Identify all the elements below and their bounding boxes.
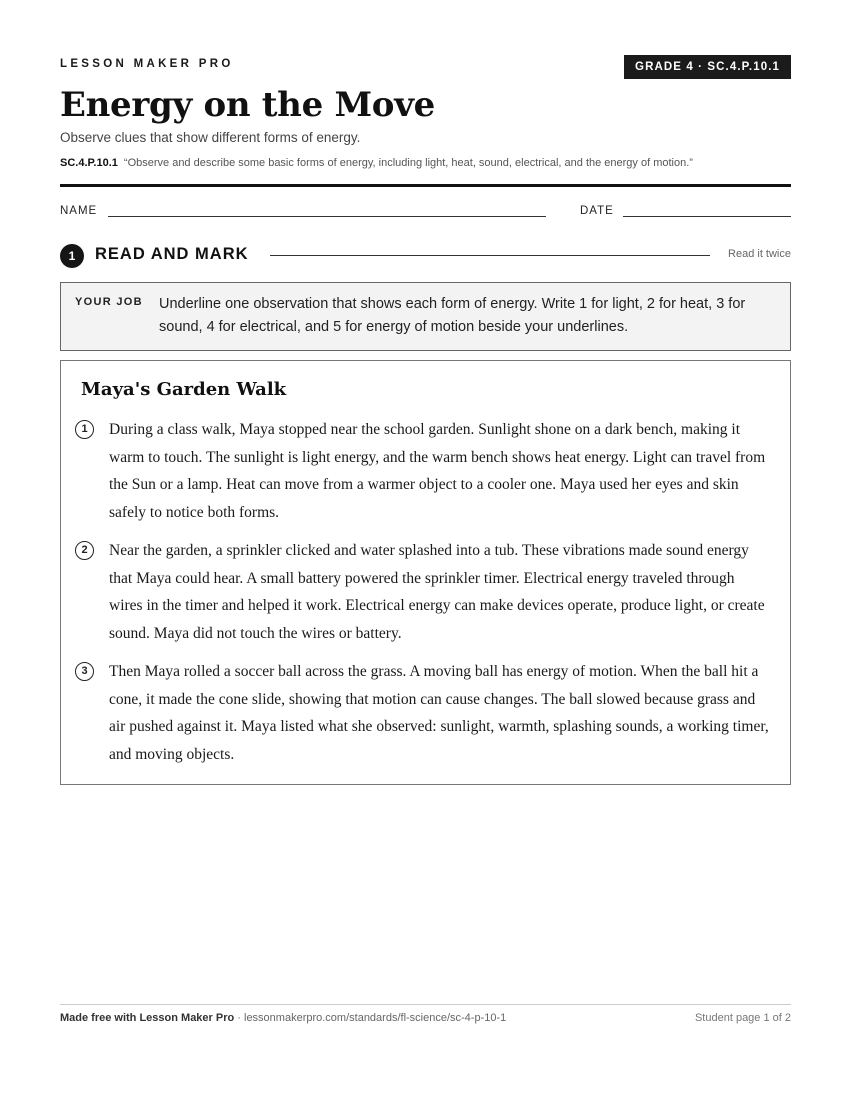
instructions-box — [60, 282, 791, 351]
section-header — [60, 243, 791, 267]
name-label: NAME — [60, 205, 98, 217]
instructions-text: Underline one observation that shows each form of energy. Write 1 for light, 2 for heat, 3 for sound, 4 for electrical, and 5 for energy of motion beside your underlines. — [159, 296, 746, 335]
standard-line — [60, 157, 693, 169]
page-indicator: Student page 1 of 2 — [694, 1012, 791, 1024]
brand-name: LESSON MAKER PRO — [60, 58, 234, 70]
grade-badge: GRADE 4 · SC.4.P.10.1 — [624, 55, 791, 79]
header-divider — [60, 184, 791, 187]
page-title: Energy on the Move — [60, 85, 435, 125]
standard-text: “Observe and describe some basic forms of energy, including light, heat, sound, electrical, and the energy of motion.” — [123, 157, 693, 169]
instructions-label: YOUR JOB — [75, 296, 143, 308]
footer-divider — [60, 1004, 791, 1005]
section-title: READ AND MARK — [95, 245, 249, 263]
paragraph-number-badge: 1 — [75, 420, 94, 439]
standard-code: SC.4.P.10.1 — [60, 157, 118, 169]
step-number-badge: 1 — [60, 244, 84, 268]
name-date-bar — [60, 205, 791, 221]
date-label: DATE — [580, 205, 614, 217]
section-note: Read it twice — [728, 248, 791, 260]
footer-made-by: Made free with Lesson Maker Pro — [60, 1012, 235, 1024]
passage-title: Maya's Garden Walk — [81, 379, 287, 400]
worksheet-page — [60, 0, 791, 1100]
date-field[interactable] — [623, 216, 791, 217]
paragraph-text: Near the garden, a sprinkler clicked and water splashed into a tub. These vibrations made sound energy that Maya could hear. A small battery powered the sprinkler timer. Electrical energy traveled through wires in the timer and helped it work. Electrical energy can make devices operate, produce light, or create sound. Maya did not touch the wires or battery. — [109, 542, 765, 642]
footer-credit — [60, 1012, 506, 1024]
section-divider — [270, 255, 710, 256]
paragraph-number-badge: 2 — [75, 541, 94, 560]
name-field[interactable] — [108, 216, 546, 217]
top-bar — [60, 55, 791, 79]
footer-url[interactable]: · lessonmakerpro.com/standards/fl-science/sc-4-p-10-1 — [234, 1012, 507, 1024]
paragraph-number-badge: 3 — [75, 662, 94, 681]
reading-passage — [60, 360, 791, 785]
paragraph-text: During a class walk, Maya stopped near the school garden. Sunlight shone on a dark bench, making it warm to touch. The sunlight is light energy, and the warm bench shows heat energy. Light can travel from the Sun or a lamp. Heat can move from a warmer object to a cooler one. Maya used her eyes and skin safely to notice both forms. — [109, 421, 766, 521]
page-subtitle: Observe clues that show different forms of energy. — [60, 130, 361, 145]
paragraph-text: Then Maya rolled a soccer ball across the grass. A moving ball has energy of motion. When the ball hit a cone, it made the cone slide, showing that motion can cause changes. The ball slowed because grass and air pushed against it. Maya listed what she observed: sunlight, warmth, splashing sounds, a working timer, and moving objects. — [109, 663, 769, 763]
